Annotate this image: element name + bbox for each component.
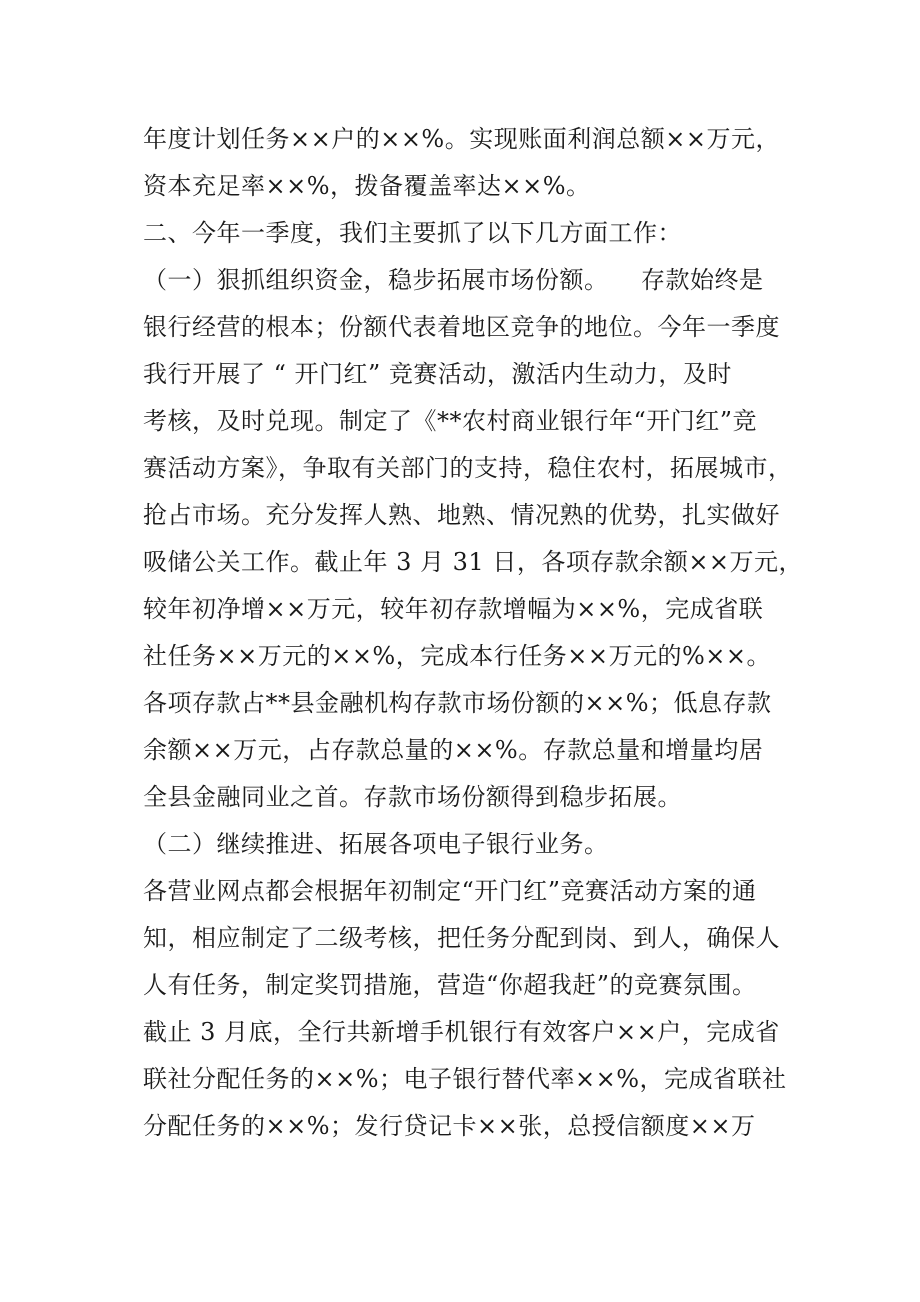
text-line: 分配任务的××%；发行贷记卡××张，总授信额度××万 [143, 1112, 756, 1140]
text-line: 余额××万元，占存款总量的××%。存款总量和增量均居 [143, 736, 764, 764]
text-line: 考核，及时兑现。制定了《**农村商业银行年“开门红”竞 [143, 407, 758, 435]
text-line: 吸储公关工作。截止年 3 月 31 日，各项存款余额××万元， [143, 548, 804, 576]
text-line: 赛活动方案》，争取有关部门的支持，稳住农村，拓展城市， [143, 454, 793, 482]
text-line: 较年初净增××万元，较年初存款增幅为××%，完成省联 [143, 595, 764, 623]
subsection-heading: （一）狠抓组织资金，稳步拓展市场份额。 存款始终是 [143, 266, 764, 294]
section-heading: 二、今年一季度，我们主要抓了以下几方面工作： [143, 219, 682, 247]
text-line: 联社分配任务的××%；电子银行替代率××%，完成省联社 [143, 1065, 787, 1093]
text-line: 资本充足率××%，拨备覆盖率达××%。 [143, 172, 591, 200]
subsection-heading: （二）继续推进、拓展各项电子银行业务。 [143, 830, 609, 858]
text-line: 全县金融同业之首。存款市场份额得到稳步拓展。 [143, 783, 682, 811]
text-line: 知，相应制定了二级考核，把任务分配到岗、到人，确保人 [143, 924, 780, 952]
text-line: 银行经营的根本；份额代表着地区竞争的地位。今年一季度 [143, 313, 780, 341]
text-line: 各营业网点都会根据年初制定“开门红”竞赛活动方案的通 [143, 877, 757, 905]
document-body [143, 116, 803, 1150]
text-line: 截止 3 月底，全行共新增手机银行有效客户××户，完成省 [143, 1018, 780, 1046]
text-line: 我行开展了 “ 开门红” 竞赛活动，激活内生动力，及时 [143, 360, 732, 388]
text-line: 人有任务，制定奖罚措施，营造“你超我赶”的竞赛氛围。 [143, 971, 757, 999]
text-line: 社任务××万元的××%，完成本行任务××万元的%××。 [143, 642, 771, 670]
text-line: 年度计划任务××户的××%。实现账面利润总额××万元， [143, 125, 780, 153]
text-line: 各项存款占**县金融机构存款市场份额的××%；低息存款 [143, 689, 772, 717]
text-line: 抢占市场。充分发挥人熟、地熟、情况熟的优势，扎实做好 [143, 501, 780, 529]
